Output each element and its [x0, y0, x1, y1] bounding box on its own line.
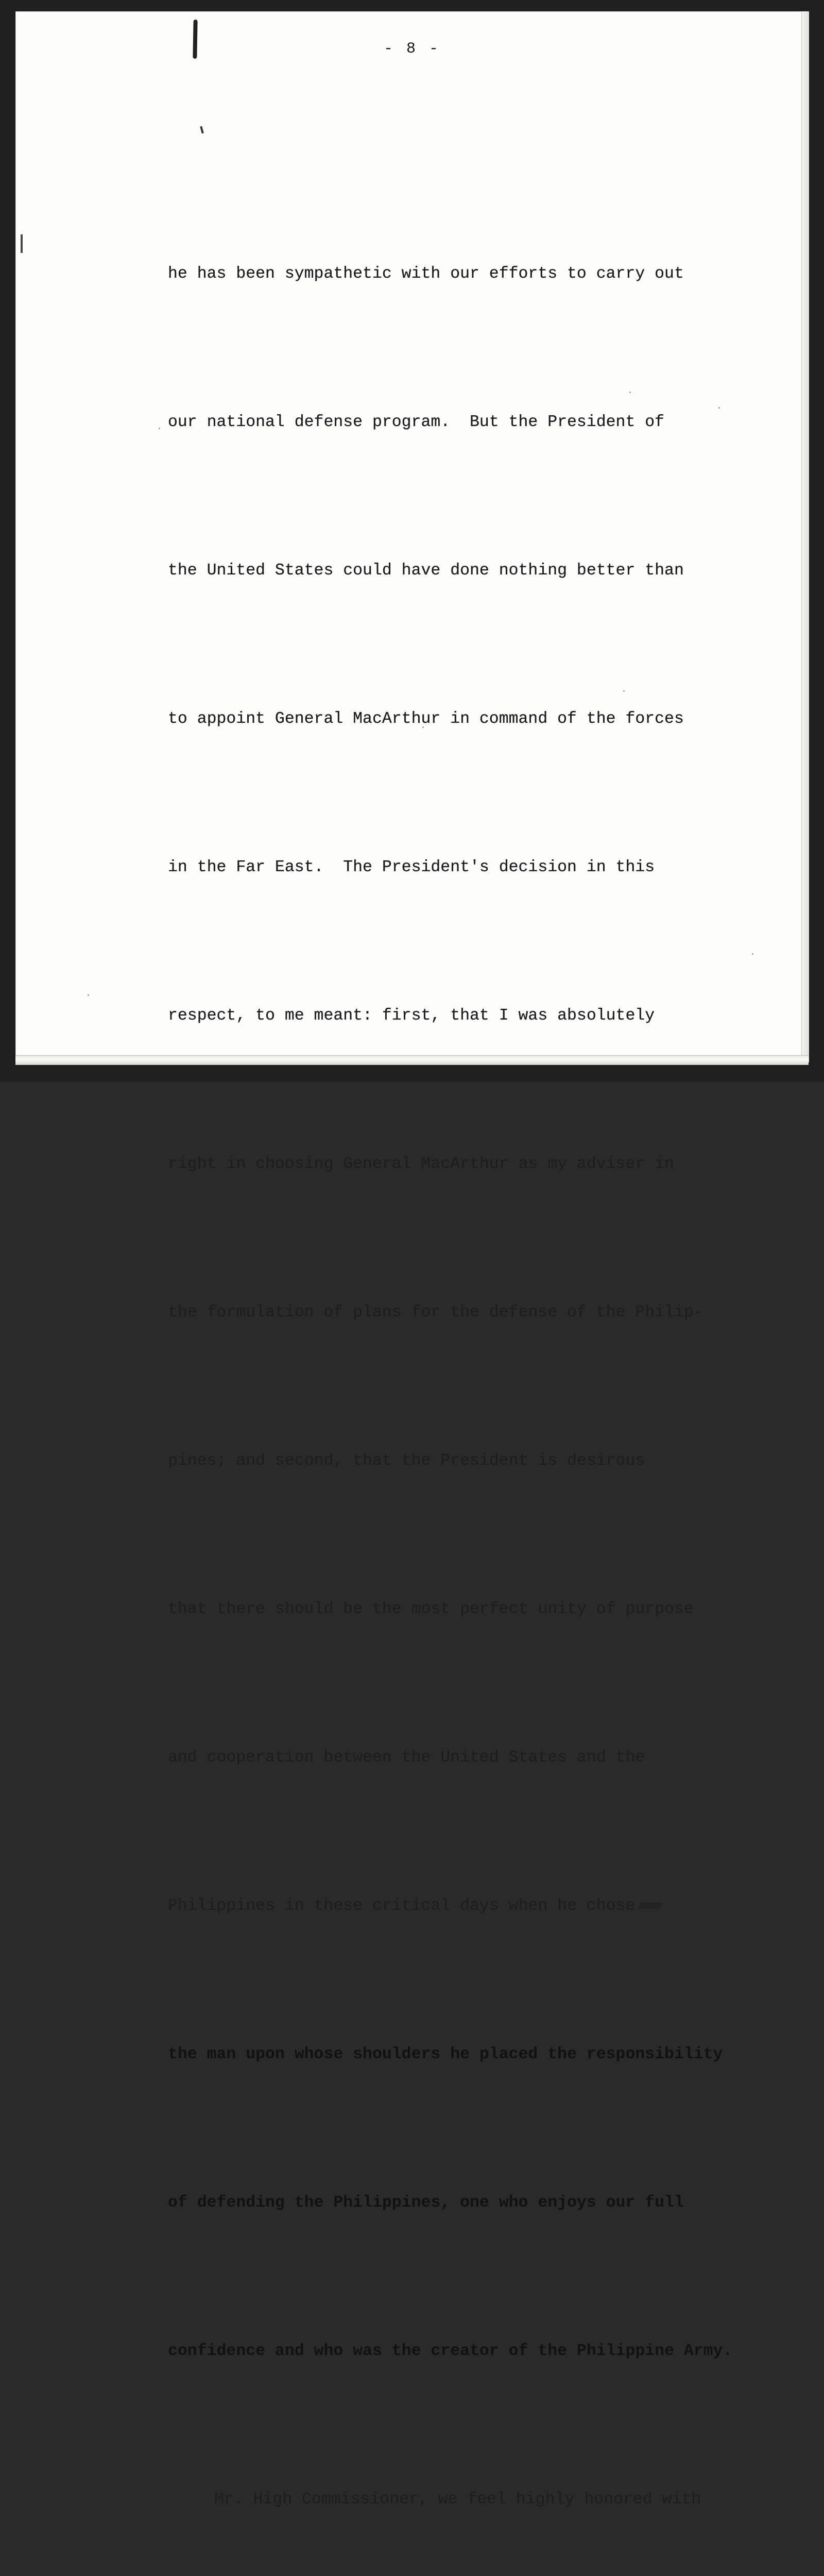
speck [159, 428, 160, 429]
text-line: in the Far East. The President's decision in this [168, 858, 655, 876]
speck [88, 994, 89, 996]
text-line: and cooperation between the United States and the [168, 1749, 645, 1767]
text-line: to appoint General MacArthur in command of the forces [168, 710, 684, 728]
text-line: the man upon whose shoulders he placed the responsibility [168, 2045, 723, 2063]
body-text [168, 150, 765, 2576]
page-number: - 8 - [383, 40, 440, 58]
text-line: he has been sympathetic with our efforts to carry out [168, 265, 684, 283]
text-line: right in choosing General MacArthur as my adviser in [168, 1155, 674, 1173]
text-line: confidence and who was the creator of the Philippine Army. [168, 2342, 733, 2360]
struck-out-word [638, 1903, 662, 1909]
text-line: of defending the Philippines, one who enjoys our full [168, 2194, 684, 2212]
text-line: the formulation of plans for the defense of the Philip- [168, 1303, 703, 1321]
text-line: pines; and second, that the President is desirous [168, 1452, 645, 1470]
text-line: our national defense program. But the President of [168, 413, 665, 431]
text-line: that there should be the most perfect unity of purpose [168, 1600, 694, 1618]
page-right-edge [801, 11, 809, 1062]
text-line: respect, to me meant: first, that I was absolutely [168, 1007, 655, 1025]
margin-mark [21, 234, 23, 253]
text-line: the United States could have done nothing better than [168, 562, 684, 580]
text-line-struck [168, 1882, 765, 1931]
text-line: Mr. High Commissioner, we feel highly honored with [214, 2490, 701, 2509]
text-line: Philippines in these critical days when he chose [168, 1897, 636, 1915]
